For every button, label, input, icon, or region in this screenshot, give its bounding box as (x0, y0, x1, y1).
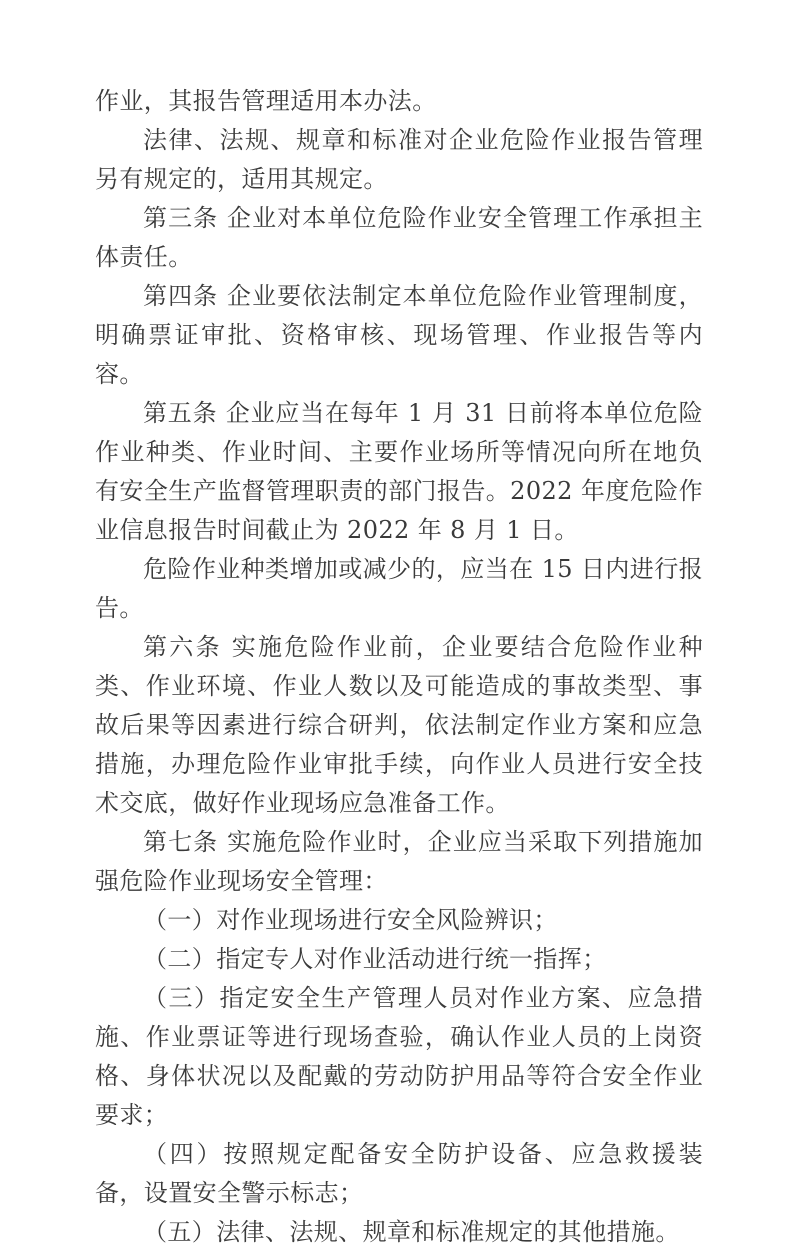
p-continuation-article-two: 作业，其报告管理适用本办法。 (95, 87, 437, 115)
p-article-seven-item-1: （一）对作业现场进行安全风险辨识； (143, 906, 558, 934)
p-article-six: 第六条 实施危险作业前，企业要结合危险作业种类、作业环境、作业人数以及可能造成的事故类型、事故后果等因素进行综合研判，依法制定作业方案和应急措施，办理危险作业审批手续，向作业人员进行安全技术交底，做好作业现场应急准备工作。 (95, 633, 703, 817)
p-article-seven: 第七条 实施危险作业时，企业应当采取下列措施加强危险作业现场安全管理： (95, 828, 703, 895)
p-article-five-change: 危险作业种类增加或减少的，应当在 15 日内进行报告。 (95, 555, 703, 622)
p-article-seven-item-4: （四）按照规定配备安全防护设备、应急救援装备，设置安全警示标志； (95, 1140, 703, 1207)
p-article-two-proviso: 法律、法规、规章和标准对企业危险作业报告管理另有规定的，适用其规定。 (95, 126, 703, 193)
p-article-seven-item-2: （二）指定专人对作业活动进行统一指挥； (143, 945, 607, 973)
p-article-seven-item-5: （五）法律、法规、规章和标准规定的其他措施。 (143, 1218, 680, 1246)
p-article-four: 第四条 企业要依法制定本单位危险作业管理制度，明确票证审批、资格审核、现场管理、作业报告等内容。 (95, 282, 703, 388)
document-text-body (95, 82, 703, 1252)
p-article-three: 第三条 企业对本单位危险作业安全管理工作承担主体责任。 (95, 204, 703, 271)
p-article-five: 第五条 企业应当在每年 1 月 31 日前将本单位危险作业种类、作业时间、主要作业场所等情况向所在地负有安全生产监督管理职责的部门报告。2022 年度危险作业信息报告时间截止为 2022 年 8 月 1 日。 (95, 399, 703, 544)
p-article-seven-item-3: （三）指定安全生产管理人员对作业方案、应急措施、作业票证等进行现场查验，确认作业人员的上岗资格、身体状况以及配戴的劳动防护用品等符合安全作业要求； (95, 984, 703, 1129)
